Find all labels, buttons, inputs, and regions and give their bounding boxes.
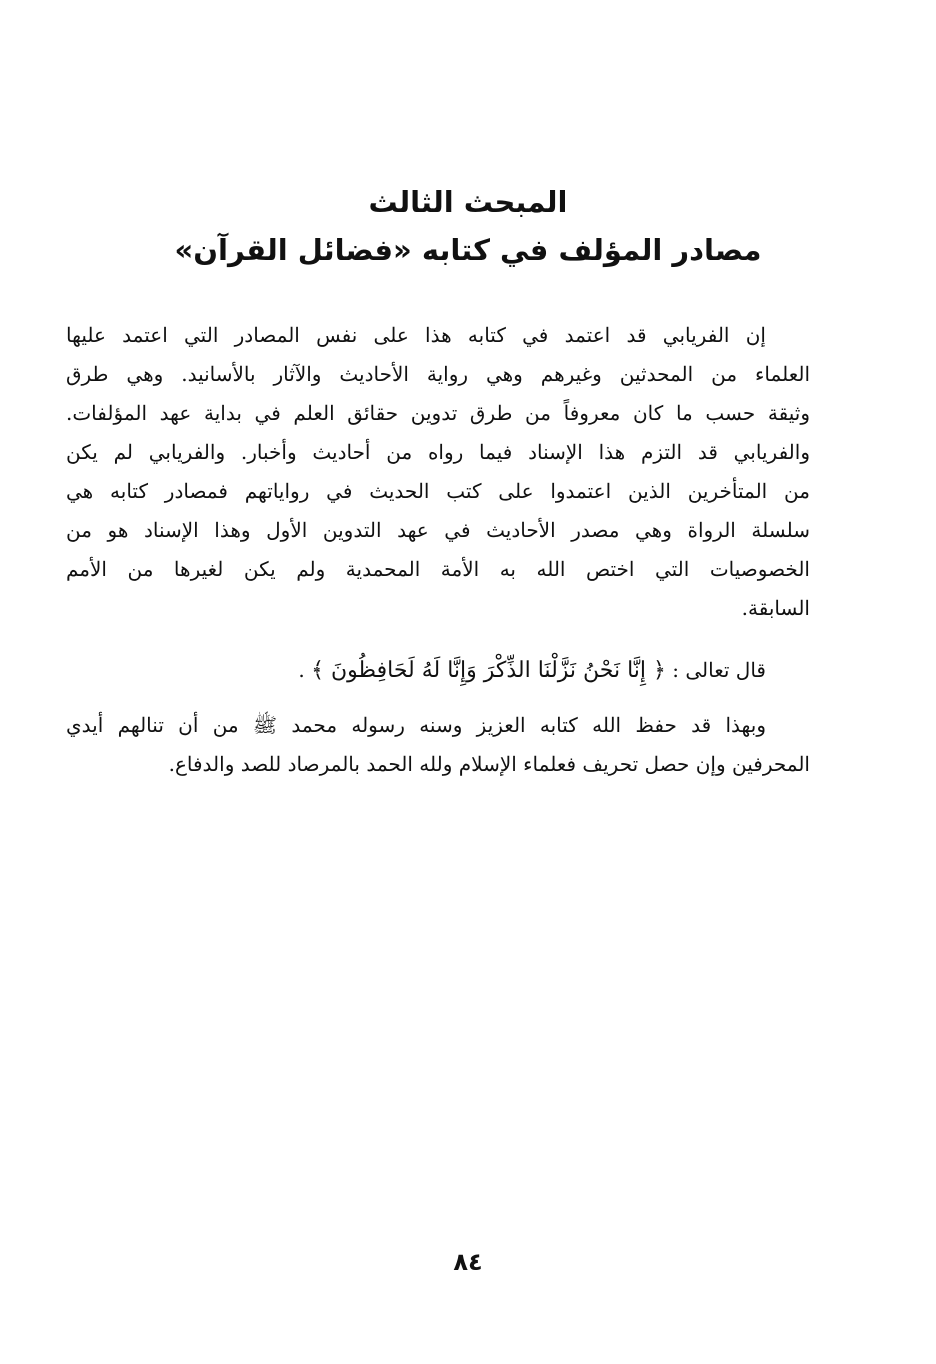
quran-verse (66, 650, 810, 690)
text-line: المحرفين وإن حصل تحريف فعلماء الإسلام ولله الحمد بالمرصاد للصد والدفاع. (168, 752, 810, 776)
text-line: وثيقة حسب ما كان معروفاً من طرق تدوين حقائق العلم في بداية عهد المؤلفات. (66, 401, 810, 425)
text-line: سلسلة الرواة وهي مصدر الأحاديث في عهد التدوين الأول وهذا الإسناد هو من (66, 518, 810, 542)
section-title: المبحث الثالث (368, 185, 568, 219)
page-number: ٨٤ (453, 1248, 483, 1276)
text-line: من المتأخرين الذين اعتمدوا على كتب الحديث في رواياتهم فمصادر كتابه هي (66, 479, 810, 503)
text-line: الخصوصيات التي اختص الله به الأمة المحمدية ولم يكن لغيرها من الأمم (66, 557, 810, 581)
section-subtitle: مصادر المؤلف في كتابه «فضائل القرآن» (174, 233, 762, 267)
verse-suffix: . (298, 658, 305, 682)
section-heading (150, 178, 786, 274)
text-line: العلماء من المحدثين وغيرهم وهي رواية الأحاديث والآثار بالأسانيد. وهي طرق (66, 362, 810, 386)
verse-text: ﴿ إِنَّا نَحْنُ نَزَّلْنَا الذِّكْرَ وَإِنَّا لَهُ لَحَافِظُونَ ﴾ (311, 658, 666, 683)
verse-prefix: قال تعالى : (672, 658, 766, 682)
body-text (66, 316, 810, 784)
text-line: إن الفريابي قد اعتمد في كتابه هذا على نفس المصادر التي اعتمد عليها (66, 323, 766, 347)
paragraph-sources (66, 316, 810, 628)
text-line: والفريابي قد التزم هذا الإسناد فيما رواه من أحاديث وأخبار. والفريابي لم يكن (66, 440, 810, 464)
text-line: السابقة. (741, 596, 810, 620)
paragraph-preservation (66, 706, 810, 784)
text-line: وبهذا قد حفظ الله كتابه العزيز وسنه رسوله محمد ﷺ من أن تنالهم أيدي (66, 713, 766, 737)
